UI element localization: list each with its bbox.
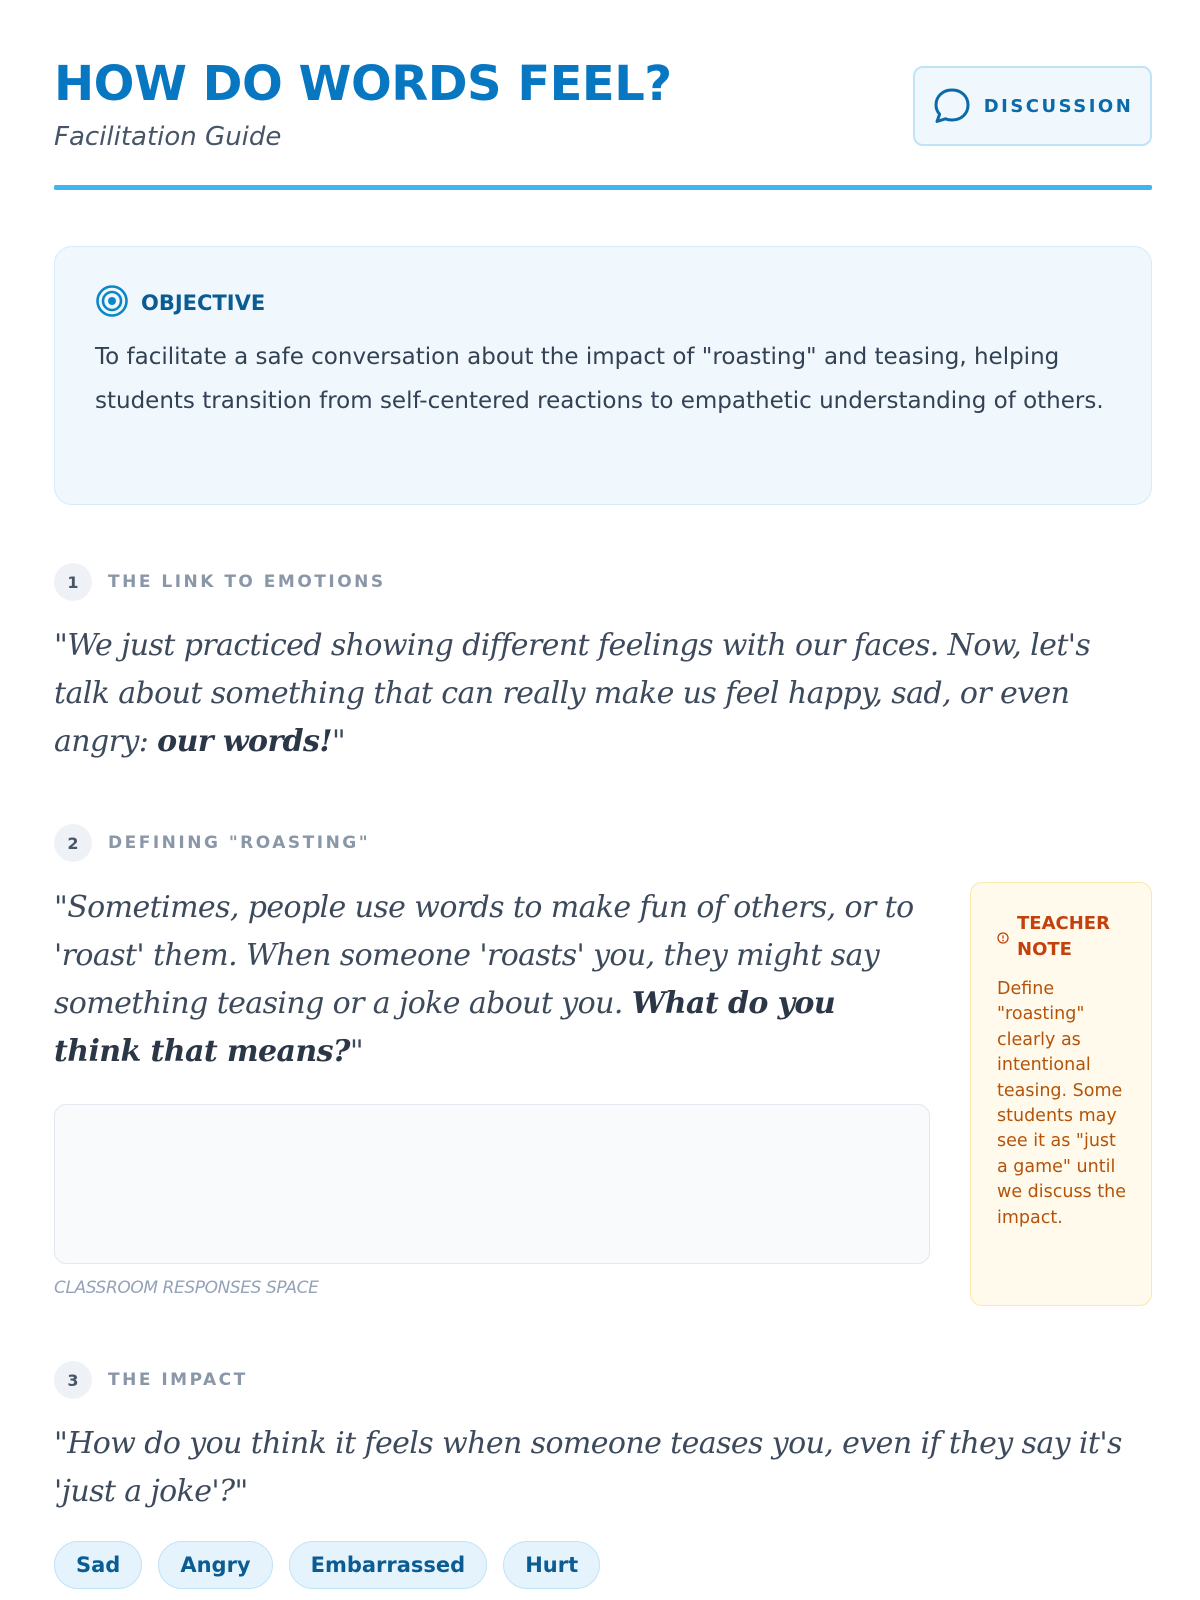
step-label: THE IMPACT <box>108 1370 248 1390</box>
speech-bubble-icon <box>932 86 972 126</box>
step-2-header <box>54 824 370 862</box>
feeling-chip-hurt[interactable]: Hurt <box>503 1541 600 1589</box>
teacher-note-card <box>970 882 1152 1306</box>
facilitation-guide-page <box>54 0 1152 1600</box>
target-icon <box>95 284 129 322</box>
quote-text: "Sometimes, people use words to make fun of others, or to 'roast' them. When someone 'roasts' you, they might say something teasing or a joke about you. <box>54 890 914 1021</box>
info-circle-icon <box>997 929 1009 948</box>
quote-emphasis: our words! <box>157 724 332 759</box>
step-label: DEFINING "ROASTING" <box>108 833 371 853</box>
objective-title: OBJECTIVE <box>141 291 266 315</box>
header-divider <box>54 185 1152 190</box>
objective-card <box>54 246 1152 505</box>
teacher-note-title: TEACHER NOTE <box>1017 913 1110 960</box>
feeling-chip-sad[interactable]: Sad <box>54 1541 142 1589</box>
step-number: 1 <box>54 563 92 601</box>
step-1-header <box>54 563 386 601</box>
page-subtitle: Facilitation Guide <box>54 122 282 152</box>
quote-close: " <box>331 724 346 759</box>
feeling-chip-angry[interactable]: Angry <box>158 1541 272 1589</box>
quote-text: "We just practiced showing different feelings with our faces. Now, let's talk about something that can really make us feel happy, sad, or even angry: <box>54 628 1091 759</box>
classroom-response-box[interactable] <box>54 1104 930 1264</box>
step-1-quote <box>54 622 1152 766</box>
badge-label: DISCUSSION <box>983 95 1134 117</box>
step-3-quote: "How do you think it feels when someone teases you, even if they say it's 'just a joke'?" <box>54 1426 1122 1509</box>
teacher-note-text: Define "roasting" clearly as intentional teasing. Some students may see it as "just a game" until we discuss the impact. <box>997 979 1126 1228</box>
header <box>54 50 1152 195</box>
response-caption: CLASSROOM RESPONSES SPACE <box>54 1278 319 1298</box>
step-label: THE LINK TO EMOTIONS <box>108 572 386 592</box>
step-number: 3 <box>54 1361 92 1399</box>
objective-text: To facilitate a safe conversation about the impact of "roasting" and teasing, helping students transition from self-centered reactions to empathetic understanding of others. <box>95 344 1104 414</box>
discussion-badge <box>913 66 1152 146</box>
feeling-chips <box>54 1541 600 1589</box>
quote-close: " <box>349 1034 364 1069</box>
step-3-header <box>54 1361 248 1399</box>
page-title: HOW DO WORDS FEEL? <box>54 56 672 112</box>
feeling-chip-embarrassed[interactable]: Embarrassed <box>289 1541 488 1589</box>
quote-emphasis: What do you think that means? <box>54 986 836 1069</box>
step-2-quote <box>54 884 914 1076</box>
step-number: 2 <box>54 824 92 862</box>
